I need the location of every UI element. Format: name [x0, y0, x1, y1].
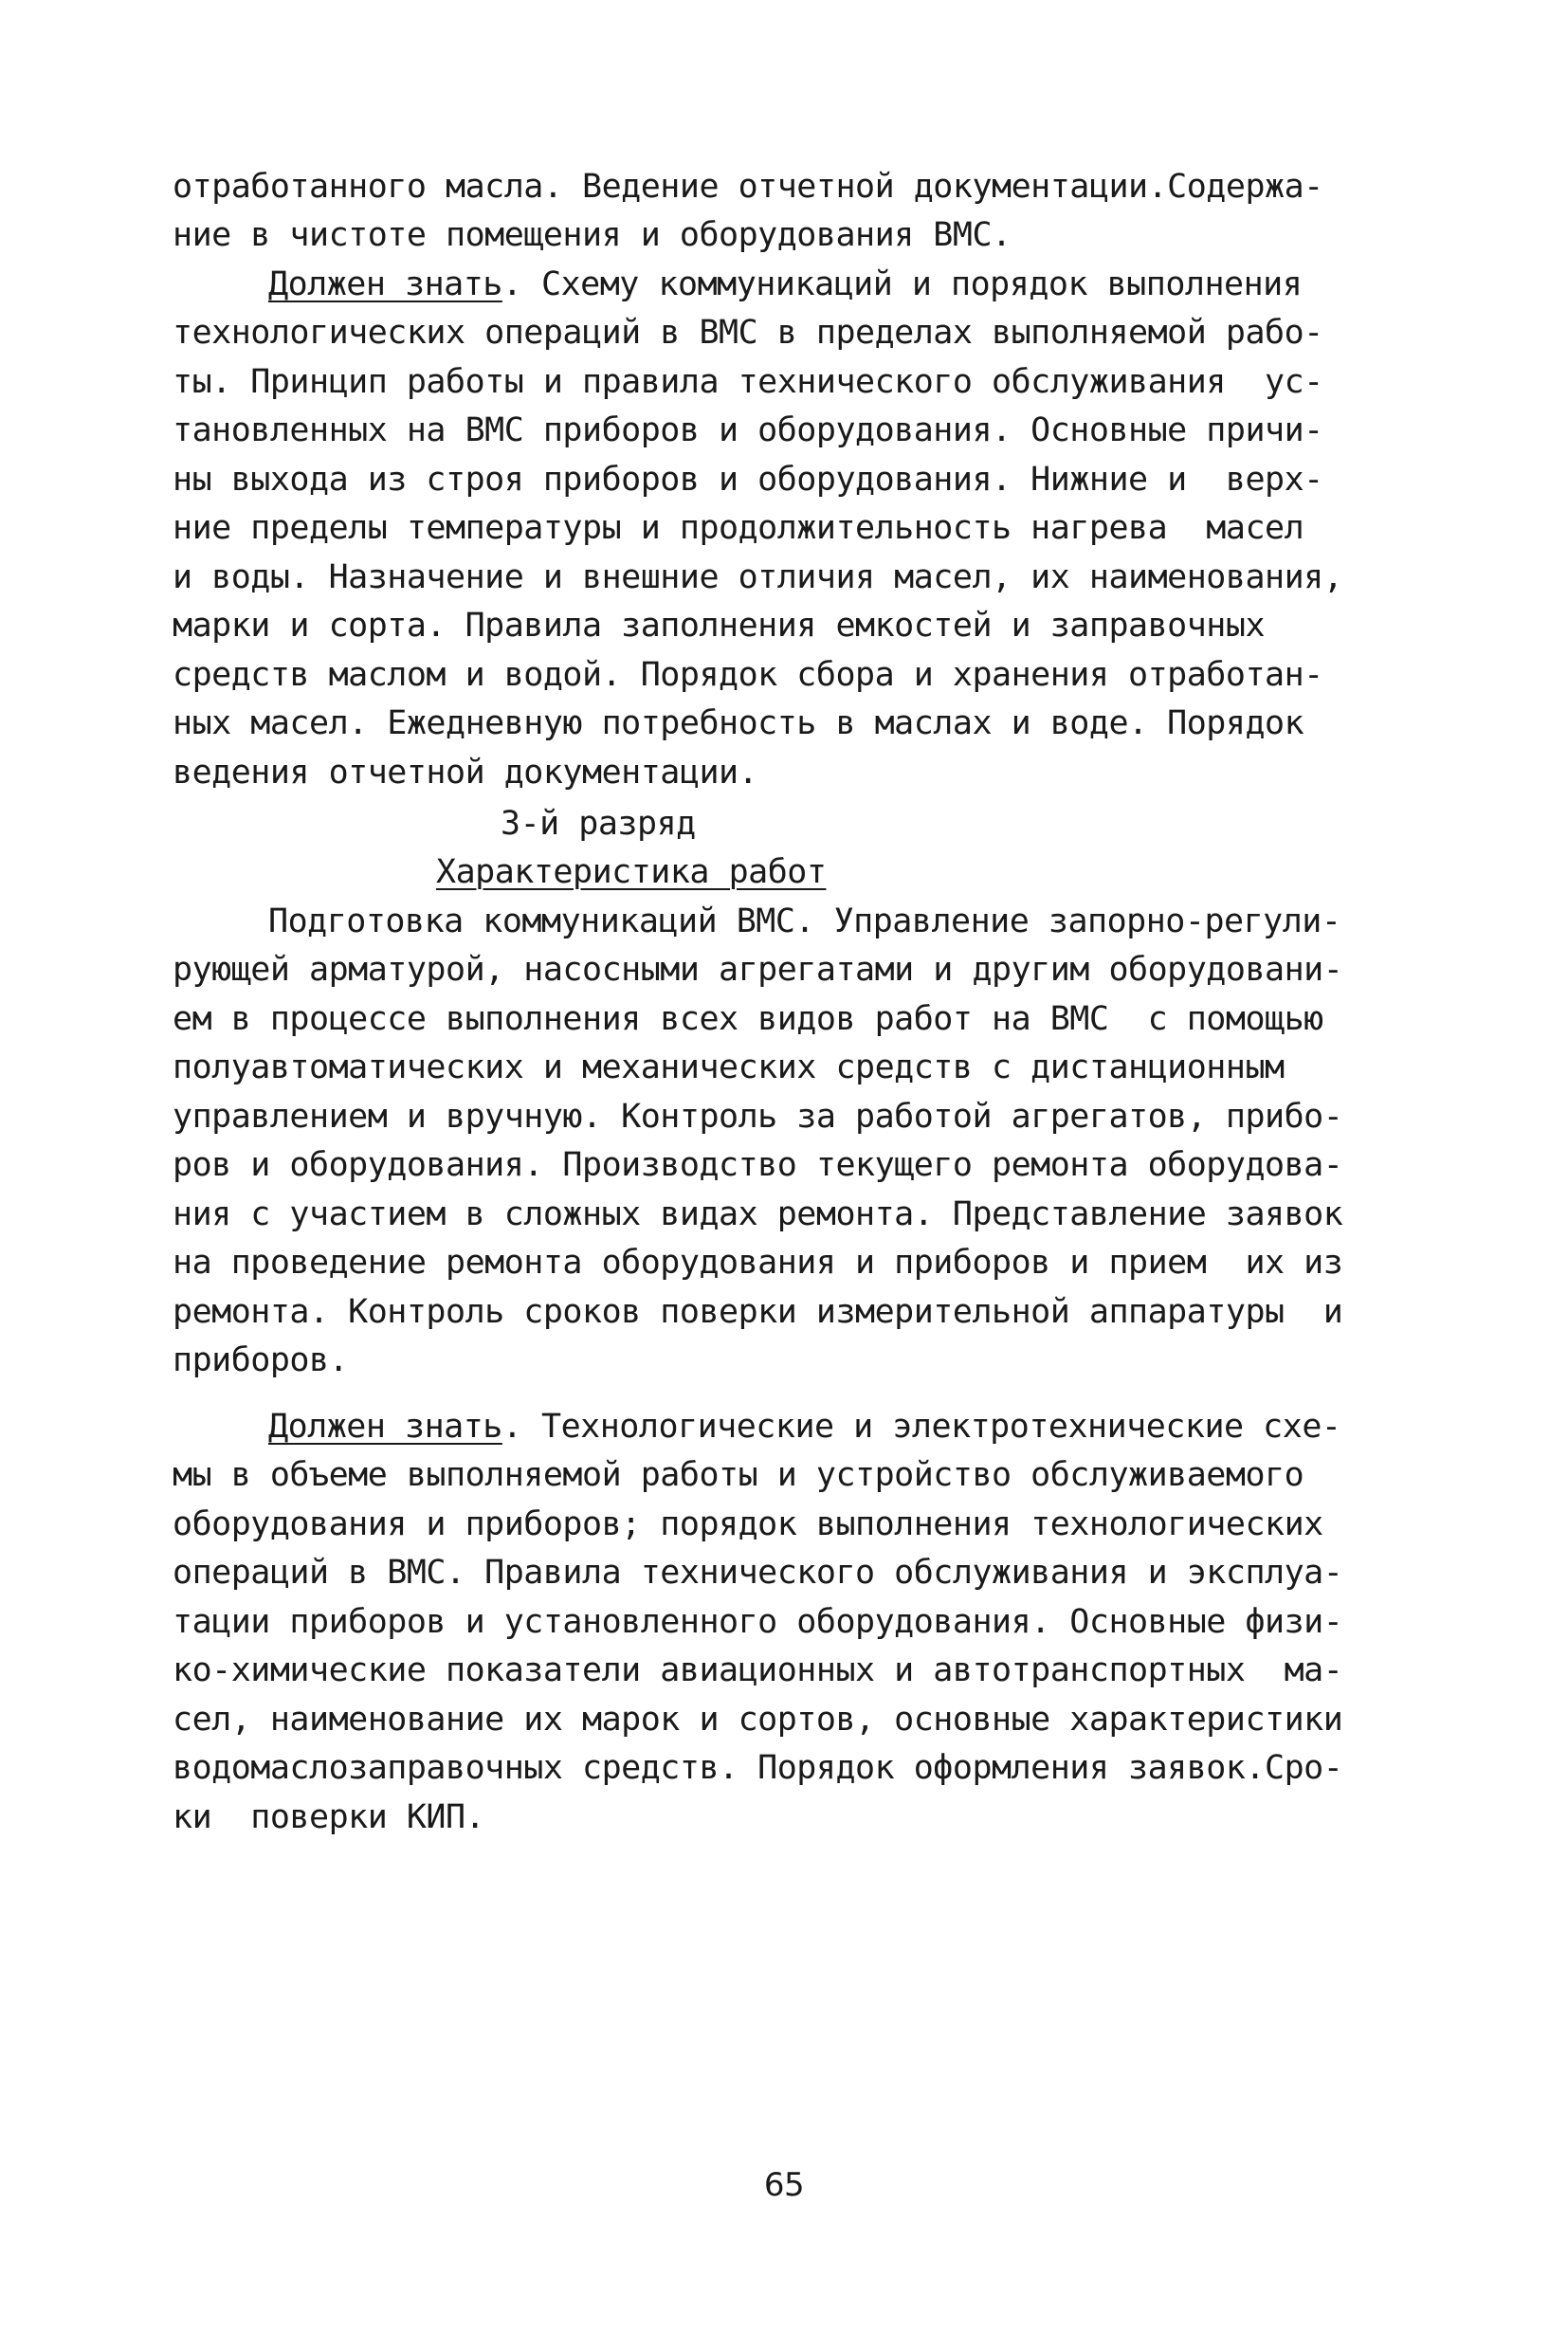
paragraph-first-line	[268, 1408, 1341, 1446]
section-lead-must-know: Должен знать	[268, 265, 502, 303]
text-line: Подготовка коммуникаций ВМС. Управление запорно-регули-	[268, 902, 1341, 940]
section-heading: Характеристика работ	[436, 853, 827, 891]
text-line: ведения отчетной документации.	[173, 754, 758, 792]
text-line: технологических операций в ВМС в пределах выполняемой рабо-	[173, 314, 1323, 352]
text-line: ты. Принцип работы и правила технического обслуживания ус-	[173, 363, 1323, 401]
text-line: сел, наименование их марок и сортов, основные характеристики	[173, 1701, 1343, 1739]
text-line: полуавтоматических и механических средств с дистанционным	[173, 1048, 1285, 1086]
text-line: ных масел. Ежедневную потребность в маслах и воде. Порядок	[173, 704, 1304, 742]
grade-heading: 3-й разряд	[501, 805, 696, 843]
text-line: ров и оборудования. Производство текущего ремонта оборудова-	[173, 1146, 1343, 1184]
lead-continuation: . Схему коммуникаций и порядок выполнения	[501, 265, 1303, 303]
text-line: мы в объеме выполняемой работы и устройство обслуживаемого	[173, 1456, 1304, 1494]
text-line: управлением и вручную. Контроль за работой агрегатов, прибо-	[173, 1098, 1343, 1136]
text-line: ко-химические показатели авиационных и автотранспортных ма-	[173, 1651, 1343, 1689]
text-line: ки поверки КИП.	[173, 1798, 485, 1836]
lead-continuation: . Технологические и электротехнические схе-	[501, 1408, 1341, 1446]
text-line: рующей арматурой, насосными агрегатами и другим оборудовани-	[173, 951, 1343, 989]
paragraph-first-line	[268, 265, 1303, 303]
text-line: тации приборов и установленного оборудования. Основные физи-	[173, 1603, 1343, 1641]
text-line: ремонта. Контроль сроков поверки измерительной аппаратуры и	[173, 1293, 1343, 1331]
text-line: средств маслом и водой. Порядок сбора и хранения отработан-	[173, 656, 1323, 694]
text-line: отработанного масла. Ведение отчетной документации.Содержа-	[173, 168, 1323, 206]
text-line: ние пределы температуры и продолжительность нагрева масел	[173, 509, 1304, 547]
text-line: ния с участием в сложных видах ремонта. Представление заявок	[173, 1195, 1343, 1233]
text-line: ние в чистоте помещения и оборудования ВМС.	[173, 216, 1012, 254]
text-line: ем в процессе выполнения всех видов работ на ВМС с помощью	[173, 1000, 1323, 1038]
text-line: ны выхода из строя приборов и оборудования. Нижние и верх-	[173, 461, 1323, 499]
text-line: на проведение ремонта оборудования и приборов и прием их из	[173, 1244, 1343, 1282]
text-line: марки и сорта. Правила заполнения емкостей и заправочных	[173, 607, 1266, 645]
text-line: и воды. Назначение и внешние отличия масел, их наименования,	[173, 558, 1343, 596]
text-line: приборов.	[173, 1341, 349, 1379]
text-line: оборудования и приборов; порядок выполнения технологических	[173, 1505, 1323, 1543]
text-line: водомаслозаправочных средств. Порядок оформления заявок.Сро-	[173, 1749, 1343, 1787]
text-line: тановленных на ВМС приборов и оборудования. Основные причи-	[173, 411, 1323, 449]
section-lead-must-know: Должен знать	[268, 1408, 502, 1446]
page-number: 65	[763, 2166, 805, 2204]
text-line: операций в ВМС. Правила технического обслуживания и эксплуа-	[173, 1554, 1343, 1592]
